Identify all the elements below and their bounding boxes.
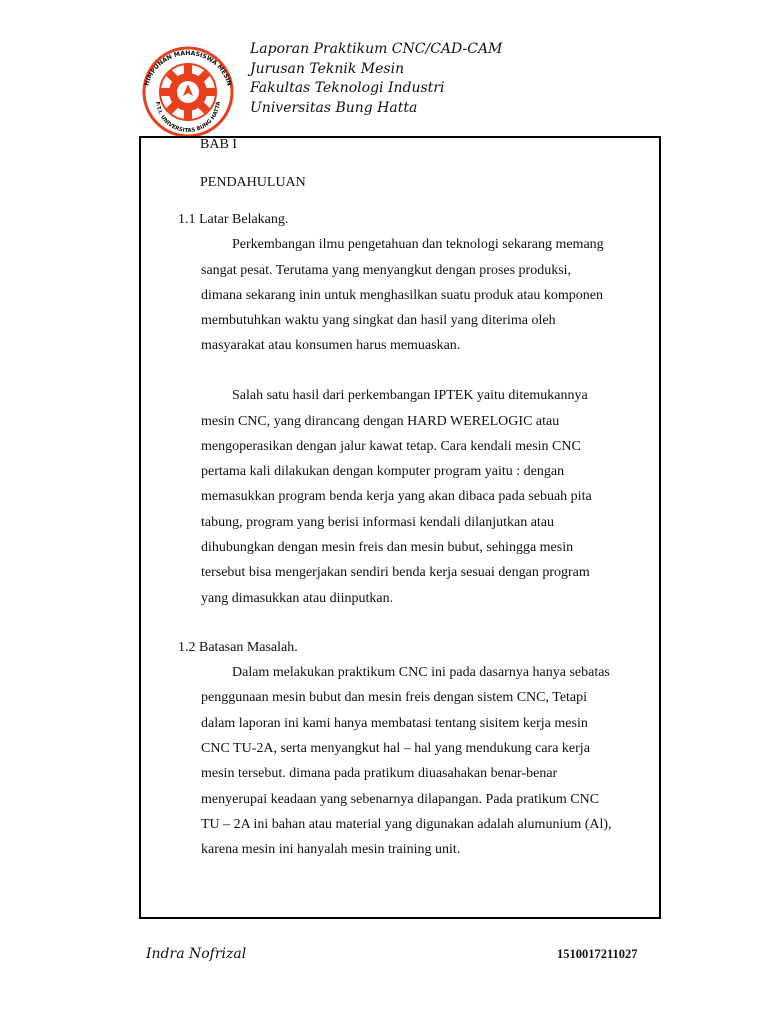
section-heading-latar-belakang: 1.1 Latar Belakang. xyxy=(178,212,289,227)
logo-bottom-text: F.T.I. UNIVERSITAS BUNG HATTA xyxy=(154,101,223,135)
header-department: Jurusan Teknik Mesin xyxy=(250,60,405,77)
report-header xyxy=(250,40,502,118)
paragraph-line: TU – 2A ini bahan atau material yang digunakan adalah alumunium (Al), xyxy=(201,817,612,832)
header-report-title: Laporan Praktikum CNC/CAD-CAM xyxy=(250,41,503,57)
chapter-title: PENDAHULUAN xyxy=(200,175,306,190)
logo-ring-text: HIMPUNAN MAHASISWA MESIN xyxy=(143,49,233,87)
paragraph-line: dimana sekarang inin untuk menghasilkan suatu produk atau komponen xyxy=(201,288,604,303)
paragraph-line: Salah satu hasil dari perkembangan IPTEK yaitu ditemukannya xyxy=(232,388,588,403)
paragraph-line: karena mesin ini hanyalah mesin training unit. xyxy=(201,842,461,857)
footer-student-id: 1510017211027 xyxy=(557,947,638,961)
paragraph-line: Perkembangan ilmu pengetahuan dan teknologi sekarang memang xyxy=(232,237,604,252)
paragraph-line: mesin CNC, yang dirancang dengan HARD WERELOGIC atau xyxy=(201,414,560,429)
paragraph-line: masyarakat atau konsumen harus memuaskan. xyxy=(201,338,461,353)
paragraph-line: penggunaan mesin bubut dan mesin freis dengan sistem CNC, Tetapi xyxy=(201,690,588,705)
section-heading-batasan-masalah: 1.2 Batasan Masalah. xyxy=(178,640,298,655)
paragraph-line: menyerupai keadaan yang sebenarnya dilapangan. Pada pratikum CNC xyxy=(201,792,600,807)
paragraph-line: Dalam melakukan praktikum CNC ini pada dasarnya hanya sebatas xyxy=(232,665,610,680)
chapter-number: BAB I xyxy=(200,137,237,152)
paragraph-line: dalam laporan ini kami hanya membatasi tentang sisitem kerja mesin xyxy=(201,716,588,731)
paragraph-line: yang dimasukkan atau diinputkan. xyxy=(201,591,394,606)
paragraph-line: tersebut bisa mengerjakan sendiri benda kerja sesuai dengan program xyxy=(201,565,590,580)
gear-icon xyxy=(161,65,215,119)
paragraph-line: memasukkan program benda kerja yang akan dibaca pada sebuah pita xyxy=(201,489,592,504)
paragraph-line: CNC TU-2A, serta menyangkut hal – hal yang mendukung cara kerja xyxy=(201,741,590,756)
header-faculty: Fakultas Teknologi Industri xyxy=(250,80,445,96)
header-university: Universitas Bung Hatta xyxy=(250,99,418,116)
organization-logo xyxy=(134,38,242,146)
paragraph-line: membutuhkan waktu yang singkat dan hasil yang diterima oleh xyxy=(201,313,556,328)
paragraph-line: mesin tersebut. dimana pada pratikum diuasahakan benar-benar xyxy=(201,766,558,781)
paragraph-line: tabung, program yang berisi informasi kendali dilanjutkan atau xyxy=(201,515,555,530)
paragraph-line: dihubungkan dengan mesin freis dan mesin bubut, sehingga mesin xyxy=(201,540,574,555)
paragraph-line: mengoperasikan dengan jalur kawat tetap. Cara kendali mesin CNC xyxy=(201,439,581,454)
paragraph-line: sangat pesat. Terutama yang menyangkut dengan proses produksi, xyxy=(201,263,572,278)
paragraph-line: pertama kali dilakukan dengan komputer program yaitu : dengan xyxy=(201,464,565,479)
footer-author-name: Indra Nofrizal xyxy=(146,946,247,962)
